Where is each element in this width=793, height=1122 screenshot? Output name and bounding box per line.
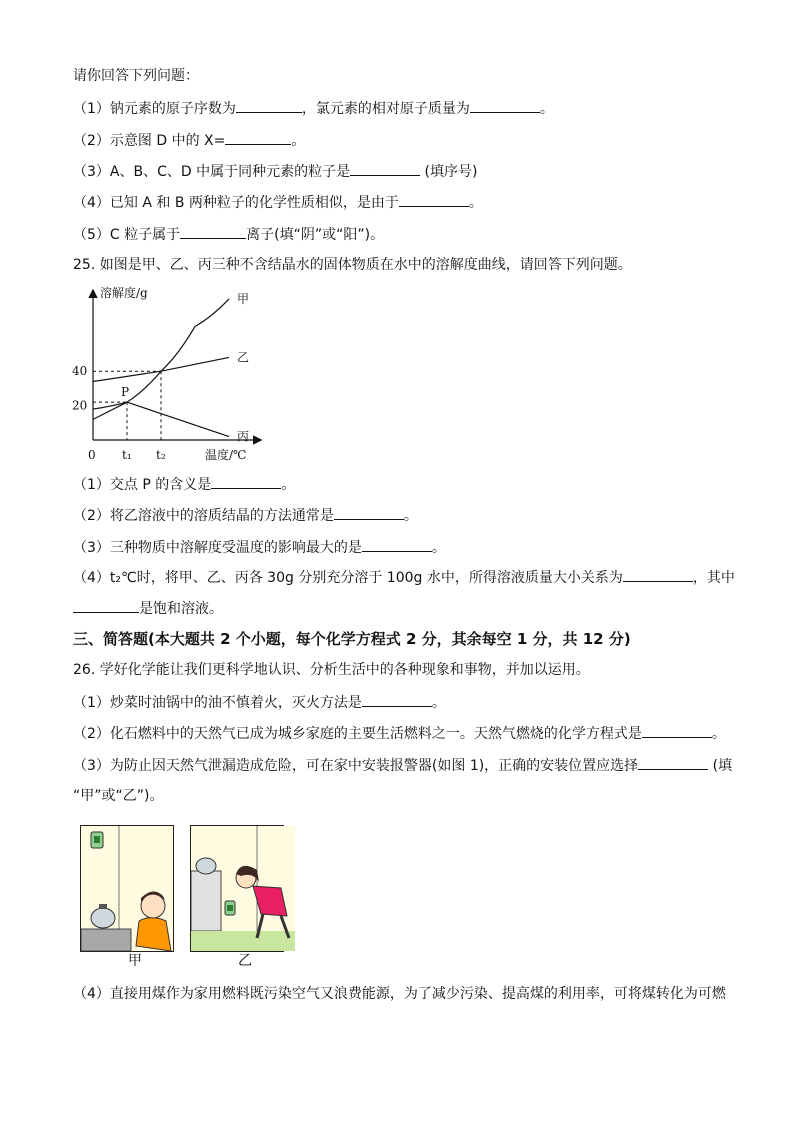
point-p-label: P: [121, 385, 130, 400]
q25-item-4: （4）t₂℃时，将甲、乙、丙各 30g 分别充分溶于 100g 水中，所得溶液质量大小关系为 ，其中: [73, 567, 735, 588]
answer-blank[interactable]: [211, 474, 281, 489]
q25-stem: 25. 如图是甲、乙、丙三种不含结晶水的固体物质在水中的溶解度曲线，请回答下列问题。: [73, 257, 632, 273]
q26-item-1: （1）炒菜时油锅中的油不慎着火，灭火方法是 。: [73, 692, 446, 713]
answer-blank[interactable]: [470, 98, 540, 113]
figure-alarm-low: [190, 825, 284, 952]
q24-item-3: （3）A、B、C、D 中属于同种元素的粒子是 (填序号): [73, 161, 477, 182]
q25-item-2: （2）将乙溶液中的溶质结晶的方法通常是 。: [73, 505, 418, 526]
q25-item-5: 是饱和溶液。: [73, 598, 223, 619]
y-tick-label: 20: [72, 398, 88, 413]
figure-label-jia: 甲: [128, 953, 142, 969]
answer-blank[interactable]: [642, 723, 712, 738]
answer-blank[interactable]: [225, 130, 291, 145]
answer-blank[interactable]: [399, 192, 469, 207]
series-label: 乙: [237, 350, 250, 365]
x-tick-label: t₂: [156, 448, 166, 462]
section-heading: 三、简答题(本大题共 2 个小题，每个化学方程式 2 分，其余每空 1 分，共 12 分): [73, 630, 631, 648]
q24-item-1: （1）钠元素的原子序数为 ，氯元素的相对原子质量为 。: [73, 98, 554, 119]
y-tick-label: 40: [72, 364, 88, 379]
answer-blank[interactable]: [362, 692, 432, 707]
q26-item-4: （4）直接用煤作为家用燃料既污染空气又浪费能源，为了减少污染、提高煤的利用率，可将煤转化为可燃: [73, 986, 726, 1002]
x-axis-label: 温度/℃: [205, 448, 247, 462]
q24-intro: 请你回答下列问题：: [73, 68, 199, 84]
q25-item-1: （1）交点 P 的含义是 。: [73, 474, 295, 495]
series-label: 丙: [237, 429, 250, 444]
figure-alarm-high: [80, 825, 174, 952]
answer-blank[interactable]: [180, 224, 246, 239]
origin-label: 0: [88, 448, 96, 462]
q24-item-4: （4）已知 A 和 B 两种粒子的化学性质相似，是由于 。: [73, 192, 483, 213]
q26-item-3: （3）为防止因天然气泄漏造成危险，可在家中安装报警器(如图 1)，正确的安装位置应选择 (填: [73, 755, 732, 776]
answer-blank[interactable]: [236, 98, 302, 113]
figure-label-yi: 乙: [238, 953, 252, 969]
answer-blank[interactable]: [334, 505, 404, 520]
series-line-甲: [93, 299, 229, 409]
answer-blank[interactable]: [350, 161, 420, 176]
answer-blank[interactable]: [73, 598, 139, 613]
y-axis-label: 溶解度/g: [100, 286, 148, 300]
x-tick-label: t₁: [122, 448, 132, 462]
q24-item-5: （5）C 粒子属于 离子(填“阴”或“阳”)。: [73, 224, 384, 245]
q26-stem: 26. 学好化学能让我们更科学地认识、分析生活中的各种现象和事物，并加以运用。: [73, 662, 590, 678]
answer-blank[interactable]: [623, 567, 693, 582]
illustration-yi: [191, 826, 295, 951]
q26-item-2: （2）化石燃料中的天然气已成为城乡家庭的主要生活燃料之一。天然气燃烧的化学方程式是 。: [73, 723, 726, 744]
q26-item-3-cont: “甲”或“乙”)。: [73, 788, 164, 804]
illustration-jia: [81, 826, 173, 951]
q25-item-3: （3）三种物质中溶解度受温度的影响最大的是 。: [73, 537, 446, 558]
series-label: 甲: [237, 291, 250, 306]
answer-blank[interactable]: [362, 537, 432, 552]
solubility-chart: [70, 285, 270, 470]
q24-item-2: （2）示意图 D 中的 X= 。: [73, 130, 305, 151]
answer-blank[interactable]: [638, 755, 708, 770]
